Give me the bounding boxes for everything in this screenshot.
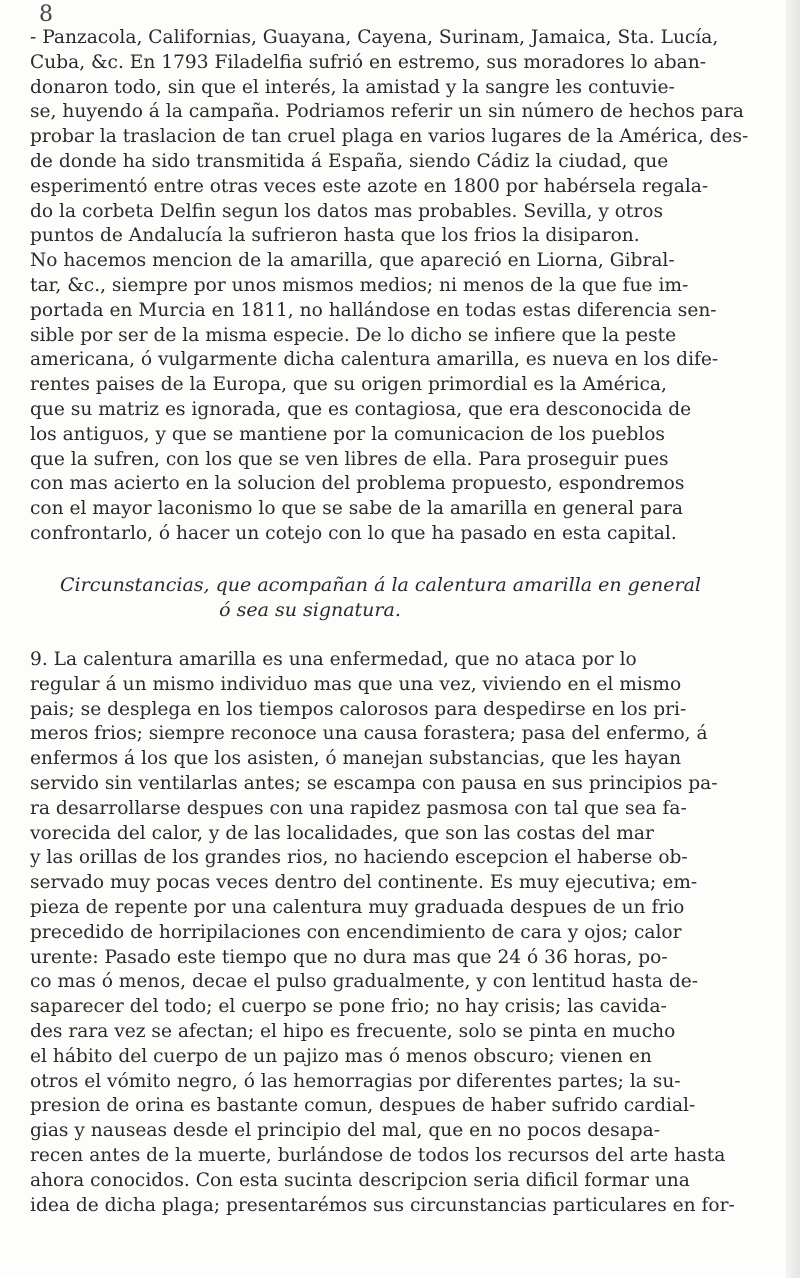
text-line: sible por ser de la misma especie. De lo dicho se infiere que la peste [30,324,677,346]
text-line: Cuba, &c. En 1793 Filadelfia sufrió en estremo, sus moradores lo aban- [30,51,706,73]
text-line: des rara vez se afectan; el hipo es frecuente, solo se pinta en mucho [30,1020,676,1042]
text-line: americana, ó vulgarmente dicha calentura amarilla, es nueva en los dife- [30,349,719,371]
text-line: probar la traslacion de tan cruel plaga en varios lugares de la América, des- [30,126,749,148]
text-line: ahora conocidos. Con esta sucinta descripcion seria dificil formar una [30,1169,690,1191]
text-line: donaron todo, sin que el interés, la amistad y la sangre les contuvie- [30,76,675,98]
text-line: presion de orina es bastante comun, despues de haber sufrido cardial- [30,1095,696,1117]
text-line: confrontarlo, ó hacer un cotejo con lo que ha pasado en esta capital. [30,522,677,544]
text-line: de donde ha sido transmitida á España, siendo Cádiz la ciudad, que [30,150,669,172]
text-line: regular á un mismo individuo mas que una vez, viviendo en el mismo [30,673,682,695]
text-line: vorecida del calor, y de las localidades, que son las costas del mar [30,822,654,844]
text-line: No hacemos mencion de la amarilla, que apareció en Liorna, Gibral- [30,250,675,272]
text-line: que su matriz es ignorada, que es contagiosa, que era desconocida de [30,398,692,420]
section-subheading: ó sea su signatura. [219,599,401,621]
text-line: con mas acierto en la solucion del problema propuesto, espondremos [30,473,685,495]
text-line: rentes paises de la Europa, que su origen primordial es la América, [30,374,667,396]
text-line: con el mayor laconismo lo que se sabe de la amarilla en general para [30,498,684,520]
text-line: esperimentó entre otras veces este azote en 1800 por habérsela regala- [30,175,709,197]
text-line: precedido de horripilaciones con encendimiento de cara y ojos; calor [30,921,682,943]
text-line: servado muy pocas veces dentro del continente. Es muy ejecutiva; em- [30,872,698,894]
text-line: enfermos á los que los asisten, ó manejan substancias, que les hayan [30,748,682,770]
text-line: portada en Murcia en 1811, no hallándose en todas estas diferencia sen- [30,299,717,321]
text-line: urente: Pasado este tiempo que no dura mas que 24 ó 36 horas, po- [30,946,668,968]
text-line: y las orillas de los grandes rios, no haciendo escepcion el haberse ob- [30,847,688,869]
section-heading: Circunstancias, que acompañan á la calentura amarilla en general [60,574,701,596]
paragraph-1 [30,26,790,547]
text-line: - Panzacola, Californias, Guayana, Cayena, Surinam, Jamaica, Sta. Lucía, [30,27,719,48]
paragraph-2 [30,648,790,1218]
text-line: puntos de Andalucía la sufrieron hasta que los frios la disiparon. [30,225,640,247]
text-line: que la sufren, con los que se ven libres de ella. Para proseguir pues [30,448,669,470]
text-line: co mas ó menos, decae el pulso gradualmente, y con lentitud hasta de- [30,971,699,993]
text-line: idea de dicha plaga; presentarémos sus circunstancias particulares en for- [30,1194,735,1216]
text-line: otros el vómito negro, ó las hemorragias por diferentes partes; la su- [30,1070,681,1092]
text-line: tar, &c., siempre por unos mismos medios; ni menos de la que fue im- [30,274,689,296]
text-line: do la corbeta Delfin segun los datos mas probables. Sevilla, y otros [30,200,664,222]
text-line: se, huyendo á la campaña. Podriamos referir un sin número de hechos para [30,101,744,123]
text-line: 9. La calentura amarilla es una enfermedad, que no ataca por lo [30,649,637,670]
text-line: saparecer del todo; el cuerpo se pone frio; no hay crisis; las cavida- [30,996,667,1018]
text-line: los antiguos, y que se mantiene por la comunicacion de los pueblos [30,423,665,445]
page-number: 8 [39,2,53,27]
text-line: meros frios; siempre reconoce una causa forastera; pasa del enfermo, á [30,723,708,745]
text-line: servido sin ventilarlas antes; se escampa con pausa en sus principios pa- [30,772,718,794]
page-edge [786,0,800,1278]
text-line: el hábito del cuerpo de un pajizo mas ó menos obscuro; vienen en [30,1045,652,1067]
text-line: gias y nauseas desde el principio del mal, que en no pocos desapa- [30,1120,661,1142]
text-line: ra desarrollarse despues con una rapidez pasmosa con tal que sea fa- [30,797,687,819]
text-line: pais; se desplega en los tiempos calorosos para despedirse en los pri- [30,698,687,720]
text-line: recen antes de la muerte, burlándose de todos los recursos del arte hasta [30,1144,726,1166]
text-line: pieza de repente por una calentura muy graduada despues de un frio [30,896,685,918]
